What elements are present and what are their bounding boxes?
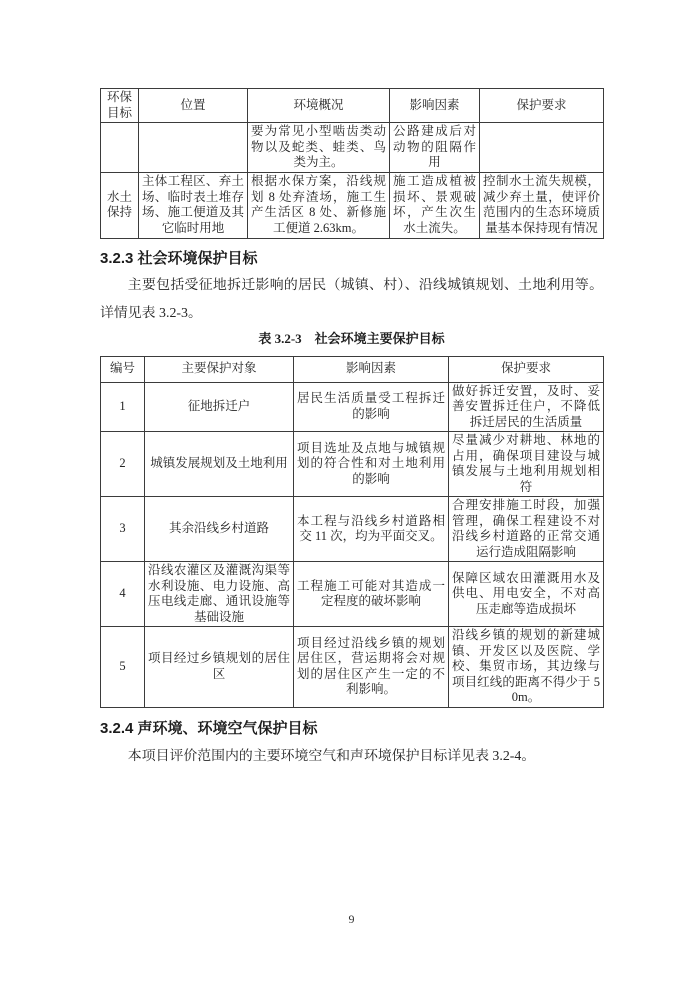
table-cell: 其余沿线乡村道路 (145, 497, 294, 562)
row-number-cell: 4 (101, 562, 145, 627)
row-number-cell: 1 (101, 382, 145, 432)
table-cell: 主体工程区、弃土场、临时表土堆存场、施工便道及其它临时用地 (139, 172, 248, 238)
table-row (101, 562, 604, 627)
table-caption: 表 3.2-3 社会环境主要保护目标 (258, 330, 445, 346)
table-cell: 合理安排施工时段，加强管理，确保工程建设不对沿线乡村道路的正常交通运行造成阻隔影响 (449, 497, 604, 562)
row-number-cell: 5 (101, 627, 145, 708)
section-heading-323: 3.2.3 社会环境保护目标 (100, 249, 258, 267)
table-row (101, 382, 604, 432)
table-cell: 工程施工可能对其造成一定程度的破坏影响 (294, 562, 449, 627)
table-cell: 征地拆迁户 (145, 382, 294, 432)
page-number: 9 (348, 912, 355, 926)
document-content (100, 88, 603, 771)
table-cell (480, 123, 604, 173)
table-header-row (101, 356, 604, 382)
table-cell: 根据水保方案，沿线规划 8 处弃渣场，施工生产生活区 8 处、新修施工便道 2.63km。 (248, 172, 390, 238)
column-header: 保护要求 (480, 89, 604, 123)
column-header: 环保目标 (101, 89, 139, 123)
table-cell: 城镇发展规划及土地利用 (145, 432, 294, 497)
env-target-table (100, 88, 604, 239)
column-header: 影响因素 (390, 89, 480, 123)
table-cell: 沿线乡镇的规划的新建城镇、开发区以及医院、学校、集贸市场，其边缘与项目红线的距离不得少于 50m。 (449, 627, 604, 708)
table-cell: 要为常见小型啮齿类动物以及蛇类、蛙类、鸟类为主。 (248, 123, 390, 173)
table-cell: 本工程与沿线乡村道路相交 11 次，均为平面交叉。 (294, 497, 449, 562)
table-row (101, 123, 604, 173)
table-cell: 公路建成后对动物的阻隔作用 (390, 123, 480, 173)
column-header: 影响因素 (294, 356, 449, 382)
table-row (101, 627, 604, 708)
section-324-paragraph: 本项目评价范围内的主要环境空气和声环境保护目标详见表 3.2-4。 (127, 748, 536, 764)
table-row (101, 432, 604, 497)
table-cell (139, 123, 248, 173)
section-323-paragraph: 主要包括受征地拆迁影响的居民（城镇、村）、沿线城镇规划、土地利用等。详情见表 3.2-3。 (100, 277, 603, 321)
table-cell: 施工造成植被损坏、景观破坏，产生次生水土流失。 (390, 172, 480, 238)
table-cell (101, 123, 139, 173)
table-row (101, 497, 604, 562)
column-header: 保护要求 (449, 356, 604, 382)
table-cell: 水土保持 (101, 172, 139, 238)
table-header-row (101, 89, 604, 123)
table-cell: 项目选址及点地与城镇规划的符合性和对土地利用的影响 (294, 432, 449, 497)
section-heading-324: 3.2.4 声环境、环境空气保护目标 (100, 719, 318, 737)
table-row (101, 172, 604, 238)
table-cell: 保障区域农田灌溉用水及供电、用电安全，不对高压走廊等造成损坏 (449, 562, 604, 627)
column-header: 位置 (139, 89, 248, 123)
table-cell: 居民生活质量受工程拆迁的影响 (294, 382, 449, 432)
table-cell: 控制水土流失规模，减少弃土量，使评价范围内的生态环境质量基本保持现有情况 (480, 172, 604, 238)
social-env-table (100, 356, 604, 708)
table-cell: 项目经过沿线乡镇的规划居住区，营运期将会对规划的居住区产生一定的不利影响。 (294, 627, 449, 708)
column-header: 环境概况 (248, 89, 390, 123)
column-header: 主要保护对象 (145, 356, 294, 382)
table-cell: 项目经过乡镇规划的居住区 (145, 627, 294, 708)
table-cell: 做好拆迁安置，及时、妥善安置拆迁住户，不降低拆迁居民的生活质量 (449, 382, 604, 432)
column-header: 编号 (101, 356, 145, 382)
table-cell: 尽量减少对耕地、林地的占用，确保项目建设与城镇发展与土地利用规划相符 (449, 432, 604, 497)
row-number-cell: 2 (101, 432, 145, 497)
table-cell: 沿线农灌区及灌溉沟渠等水利设施、电力设施、高压电线走廊、通讯设施等基础设施 (145, 562, 294, 627)
row-number-cell: 3 (101, 497, 145, 562)
